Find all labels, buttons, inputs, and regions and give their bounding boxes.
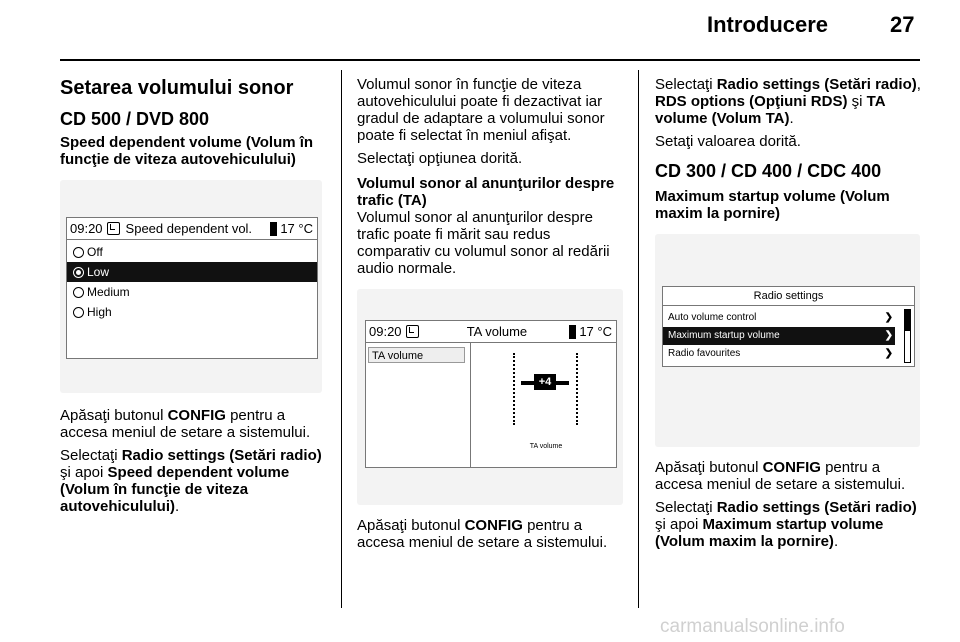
ta-heading: Volumul sonor al anunţurilor despre trafic (TA) bbox=[357, 175, 615, 209]
menu-item-ta-volume[interactable]: TA volume bbox=[368, 347, 465, 363]
option-list bbox=[67, 242, 317, 322]
phone-icon bbox=[569, 325, 576, 339]
text-run: pentru a accesa meniul de setare a sistemului. bbox=[60, 407, 311, 441]
screen-temp: 17 °C bbox=[280, 221, 313, 236]
text-run: pentru a accesa meniul de setare a sistemului. bbox=[357, 517, 608, 551]
settings-list bbox=[663, 309, 895, 363]
option-label: Medium bbox=[87, 284, 130, 299]
header-title: Introducere bbox=[707, 12, 829, 37]
scrollbar[interactable] bbox=[904, 309, 911, 363]
chevron-right-icon: ❯ bbox=[884, 330, 893, 341]
text-run: şi apoi bbox=[60, 464, 108, 481]
text-run: . bbox=[833, 533, 839, 550]
text-run: Apăsaţi butonul bbox=[60, 407, 168, 424]
setting-heading: Maximum startup volume (Volum maxim la pornire) bbox=[655, 188, 890, 222]
display-screen bbox=[662, 286, 915, 367]
text-run: Radio settings (Setări radio) bbox=[716, 499, 917, 516]
text-run: şi apoi bbox=[655, 516, 703, 533]
text-run: Speed dependent volume (Volum în funcţie de viteza autovehiculului) bbox=[60, 464, 290, 515]
text-run: TA volume (Volum TA) bbox=[655, 93, 885, 127]
option-label: High bbox=[87, 304, 112, 319]
figure-speed-dependent-volume bbox=[60, 180, 322, 393]
text-run: Apăsaţi butonul bbox=[357, 517, 465, 534]
instruction-select bbox=[60, 447, 325, 515]
text-run: Selectaţi bbox=[655, 76, 717, 93]
model-heading: CD 500 / DVD 800 bbox=[60, 109, 210, 129]
text-run: CONFIG bbox=[762, 459, 821, 476]
radio-icon bbox=[73, 287, 84, 298]
slider-value: +4 bbox=[534, 374, 556, 390]
screen-title: TA volume bbox=[466, 324, 528, 339]
screen-title: Radio settings bbox=[663, 287, 914, 306]
clock-icon bbox=[406, 325, 419, 338]
text-run: Maximum startup volume (Volum maxim la pornire) bbox=[655, 516, 884, 550]
text-run: RDS options (Opţiuni RDS) bbox=[655, 93, 848, 110]
screen-temp: 17 °C bbox=[579, 324, 612, 339]
header-rule bbox=[60, 59, 920, 61]
text-run: Selectaţi bbox=[60, 447, 122, 464]
option-label: Low bbox=[87, 264, 110, 279]
column-3 bbox=[655, 76, 922, 556]
screen-titlebar bbox=[67, 218, 317, 240]
text-run: CONFIG bbox=[167, 407, 226, 424]
instruction-set-value: Setaţi valoarea dorită. bbox=[655, 133, 801, 150]
text-run: pentru a accesa meniul de setare a sistemului. bbox=[655, 459, 906, 493]
screen-title: Speed dependent vol. bbox=[125, 221, 253, 236]
menu-item-label: Radio favourites bbox=[668, 348, 741, 359]
instruction-select-max bbox=[655, 499, 922, 550]
menu-item-auto-volume[interactable] bbox=[663, 309, 895, 327]
instruction-config bbox=[60, 407, 325, 441]
text-run: CONFIG bbox=[464, 517, 523, 534]
column-divider-2 bbox=[638, 70, 639, 608]
phone-icon bbox=[270, 222, 277, 236]
column-divider-1 bbox=[341, 70, 342, 608]
screen-titlebar bbox=[366, 321, 616, 343]
slider-track-right bbox=[576, 353, 578, 425]
figure-ta-volume bbox=[357, 289, 623, 505]
chevron-right-icon: ❯ bbox=[884, 312, 893, 323]
text-run: Apăsaţi butonul bbox=[655, 459, 763, 476]
instruction-config bbox=[357, 517, 625, 551]
menu-item-label: Maximum startup volume bbox=[668, 330, 780, 341]
display-screen bbox=[365, 320, 617, 468]
clock-icon bbox=[107, 222, 120, 235]
panel-divider bbox=[470, 343, 471, 467]
option-off[interactable] bbox=[67, 242, 317, 262]
screen-time: 09:20 bbox=[369, 324, 402, 339]
column-2 bbox=[357, 76, 625, 557]
setting-heading: Speed dependent volume (Volum în funcţie de viteza autovehiculului) bbox=[60, 134, 314, 168]
menu-item-label: Auto volume control bbox=[668, 312, 757, 323]
scrollbar-thumb[interactable] bbox=[905, 310, 910, 331]
paragraph-select: Selectaţi opţiunea dorită. bbox=[357, 150, 523, 167]
watermark: carmanualsonline.info bbox=[660, 616, 845, 637]
menu-item-radio-favourites[interactable] bbox=[663, 345, 895, 363]
option-low[interactable] bbox=[67, 262, 317, 282]
slider-track-left bbox=[513, 353, 515, 425]
figure-radio-settings bbox=[655, 234, 920, 447]
instruction-config bbox=[655, 459, 922, 493]
display-screen bbox=[66, 217, 318, 359]
screen-time: 09:20 bbox=[70, 221, 103, 236]
radio-icon bbox=[73, 307, 84, 318]
option-label: Off bbox=[87, 244, 103, 259]
text-run: Selectaţi bbox=[655, 499, 717, 516]
radio-selected-icon bbox=[73, 267, 84, 278]
slider-caption: TA volume bbox=[529, 443, 563, 450]
option-high[interactable] bbox=[67, 302, 317, 322]
chevron-right-icon: ❯ bbox=[884, 348, 893, 359]
text-run: Radio settings (Setări radio) bbox=[121, 447, 322, 464]
page-number: 27 bbox=[890, 12, 915, 37]
text-run: , bbox=[916, 76, 921, 93]
instruction-select-ta bbox=[655, 76, 922, 127]
paragraph-ta: Volumul sonor al anunţurilor despre trafic poate fi mărit sau redus comparativ cu volumul sonor al redării audio normale. bbox=[357, 209, 610, 277]
section-heading: Setarea volumului sonor bbox=[60, 77, 294, 99]
text-run: şi bbox=[847, 93, 867, 110]
text-run: . bbox=[789, 110, 794, 127]
model-heading: CD 300 / CD 400 / CDC 400 bbox=[655, 161, 882, 181]
text-run: . bbox=[175, 498, 180, 515]
radio-icon bbox=[73, 247, 84, 258]
text-run: Radio settings (Setări radio) bbox=[716, 76, 917, 93]
paragraph-intro: Volumul sonor în funcţie de viteza autovehiculului poate fi dezactivat iar gradul de adaptare a volumului sonor poate fi selectat în meniul afişat. bbox=[357, 76, 605, 144]
column-1 bbox=[60, 76, 325, 521]
menu-item-max-startup-volume[interactable] bbox=[663, 327, 895, 345]
option-medium[interactable] bbox=[67, 282, 317, 302]
